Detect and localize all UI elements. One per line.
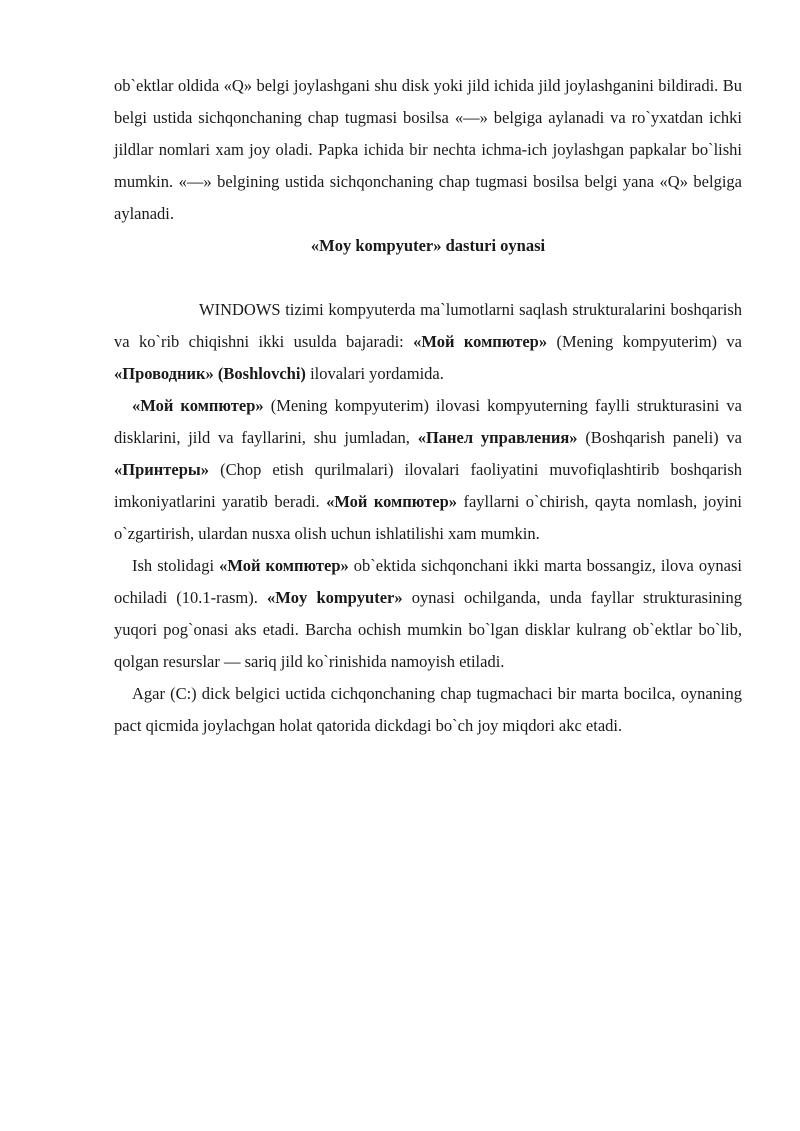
blank-line [114, 262, 742, 294]
paragraph-3 [114, 390, 742, 550]
bold-term: «Мой компютер» [132, 396, 264, 415]
section-heading: «Moy kompyuter» dasturi oynasi [310, 236, 546, 255]
bold-term: «Принтеры» [114, 460, 210, 479]
bold-term: «Панел управления» [417, 428, 578, 447]
text-run: (Chop etish qurilmalari) ilovalari faoliyatini muvofiqlashtirib boshqarish imkoniyatlarini yaratib beradi. [114, 460, 742, 511]
document-page [114, 70, 742, 742]
bold-term: «Мой компютер» [219, 556, 349, 575]
paragraph-5: Agar (C:) dick belgici uctida cichqonchaning chap tugmachaci bir marta bocilca, oynaning pact qicmida joylachgan holat qatorida dickdagi bo`ch joy miqdori akc etadi. [114, 684, 742, 735]
text-run: fayllarni o`chirish, qayta nomlash, joyini o`zgartirish, ulardan nusxa olish uchun ishlatilishi xam mumkin. [114, 492, 742, 543]
text-run: oynasi ochilganda, unda fayllar strukturasining yuqori pog`onasi aks etadi. Barcha ochish mumkin bo`lgan disklar kulrang ob`ektlar bo`lib, qolgan resurslar — sariq jild ko`rinishida namoyish etiladi. [114, 588, 742, 671]
bold-term: «Проводник» (Boshlovchi) [114, 364, 306, 383]
text-run: WINDOWS tizimi kompyuterda ma`lumotlarni saqlash strukturalarini boshqarish va ko`rib chiqishni ikki usulda bajaradi: [114, 300, 742, 351]
text-run: (Mening kompyuterim) va [547, 332, 742, 351]
text-run: (Boshqarish paneli) va [577, 428, 742, 447]
paragraph-2 [114, 294, 742, 390]
bold-term: «Moy kompyuter» [266, 588, 403, 607]
paragraph-4 [114, 550, 742, 678]
text-run: ob`ektida sichqonchani ikki marta bossangiz, ilova oynasi ochiladi (10.1-rasm). [114, 556, 742, 607]
text-run: ilovalari yordamida. [305, 364, 444, 383]
paragraph-1: ob`ektlar oldida «Q» belgi joylashgani shu disk yoki jild ichida jild joylashganini bildiradi. Bu belgi ustida sichqonchaning chap tugmasi bosilsa «—» belgiga aylanadi va ro`yxatdan ichki jildlar nomlari xam joy oladi. Papka ichida bir nechta ichma-ich joylashgan papkalar bo`lishi mumkin. «—» belgining ustida sichqonchaning chap tugmasi bosilsa belgi yana «Q» belgiga aylanadi. [114, 76, 742, 223]
text-run: (Mening kompyuterim) ilovasi kompyuterning faylli strukturasini va disklarini, jild va fayllarini, shu jumladan, [114, 396, 742, 447]
text-run: Ish stolidagi [132, 556, 220, 575]
bold-term: «Мой компютер» [326, 492, 458, 511]
bold-term: «Мой компютер» [413, 332, 548, 351]
